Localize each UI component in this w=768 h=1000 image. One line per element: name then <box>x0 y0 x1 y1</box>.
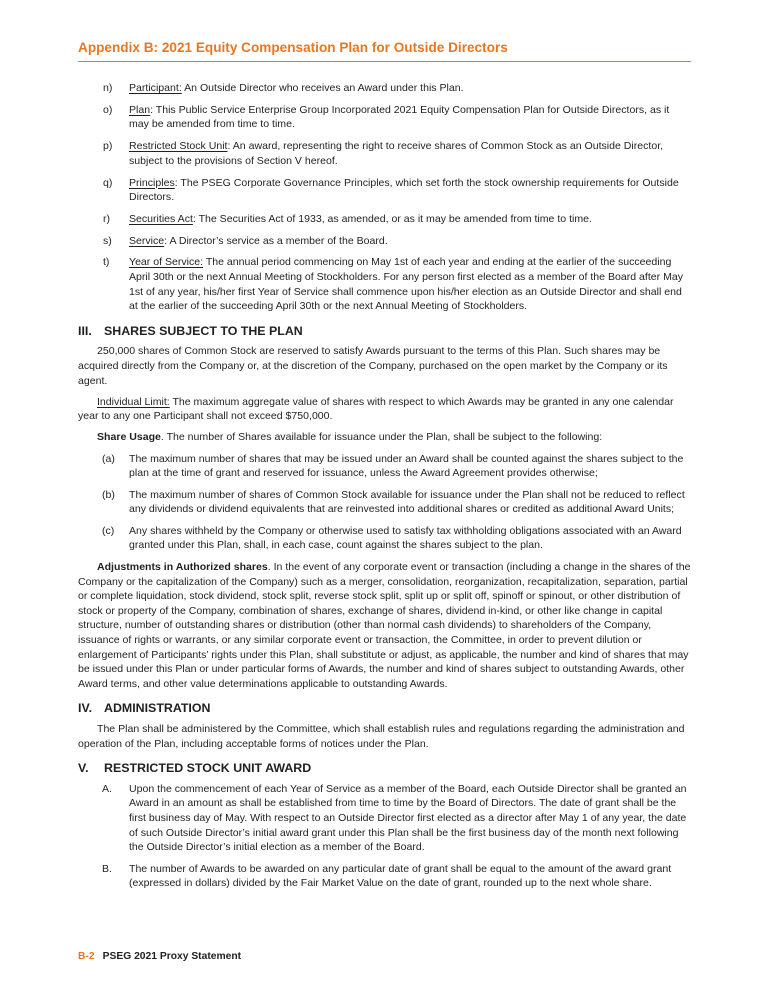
definition-term: Plan <box>129 103 151 116</box>
definition-label: r) <box>103 212 111 225</box>
share-usage-item-a <box>78 452 692 481</box>
definition-t <box>78 255 692 313</box>
share-usage-term: Share Usage <box>97 431 161 444</box>
rsu-item-a <box>78 782 692 855</box>
definition-text: An Outside Director who receives an Award under this Plan. <box>181 82 464 94</box>
definition-label: q) <box>103 176 113 189</box>
definition-text: : The Securities Act of 1933, as amended, or as it may be amended from time to time. <box>192 212 592 225</box>
item-label: (b) <box>102 488 115 501</box>
definition-term: Participant: <box>129 82 182 94</box>
definition-term: Restricted Stock Unit <box>129 140 228 153</box>
item-text: The maximum number of shares that may be issued under an Award shall be counted against the shares subject to the plan at the time of grant and reserved for issuance, unless the Award Agreement provides otherwise; <box>129 452 684 480</box>
definition-n <box>78 81 692 96</box>
individual-limit-term: Individual Limit: <box>97 395 170 408</box>
page-footer <box>78 951 241 962</box>
definition-term: Year of Service: <box>129 256 204 269</box>
header-divider <box>78 61 691 62</box>
definition-label: n) <box>103 82 113 94</box>
section-number: III. <box>78 323 92 338</box>
item-label: A. <box>102 782 112 795</box>
adjustments-text: . In the event of any corporate event or transaction (including a change in the shares of the Company or the capitalization of the Company) such as a merger, consolidation, reorganization, recapitalization, separation, partial or complete liquidation, stock dividend, stock split, reverse stock split, split up or split off, spinoff or spinout, or other distribution of stock or property of the Company, combination of shares, exchange of shares, dividend in-kind, or other like change in capital structure, number of outstanding shares or distribution (other than normal cash dividends) to shareholders of the Company, issuance of rights or warrants, or any similar corporate event or transaction, the Committee, in order to prevent dilution or enlargement of Participants’ rights under this Plan, shall substitute or adjust, as applicable, the number and kind of shares that may be issued under this Plan or under particular forms of Awards, the number and kind of shares subject to outstanding Awards, other Award terms, and other value determinations applicable to outstanding Awards. <box>78 561 691 690</box>
section-title: SHARES SUBJECT TO THE PLAN <box>104 323 303 338</box>
definition-p <box>78 139 692 168</box>
definition-text: The annual period commencing on May 1st of each year and ending at the earlier of the succeeding April 30th or the next Annual Meeting of Stockholders. For any person first elected as a member of the Board after May 1st of any year, his/her first Year of Service shall commence upon his/her election as an Outside Director and shall end at the earlier of the succeeding April 30th or the next Annual Meeting of Stockholders. <box>129 256 683 313</box>
definition-text: : An award, representing the right to receive shares of Common Stock as an Outside Director, subject to the provisions of Section V hereof. <box>129 140 664 167</box>
adjustments-paragraph <box>78 560 692 691</box>
definition-label: p) <box>103 140 113 153</box>
section-number: IV. <box>78 701 93 716</box>
share-usage-item-c <box>78 524 692 553</box>
page-header-title: Appendix B: 2021 Equity Compensation Plan for Outside Directors <box>78 40 508 55</box>
section-title: ADMINISTRATION <box>104 701 211 716</box>
definition-label: t) <box>103 256 110 269</box>
definition-text: : A Director’s service as a member of the Board. <box>164 234 388 247</box>
definition-r <box>78 212 692 227</box>
administration-paragraph: The Plan shall be administered by the Committee, which shall establish rules and regulations regarding the administration and operation of the Plan, including acceptable forms of notices under the Plan. <box>78 723 685 750</box>
definition-q <box>78 176 692 205</box>
footer-title: PSEG 2021 Proxy Statement <box>102 951 242 962</box>
definition-o <box>78 103 692 132</box>
definition-s <box>78 234 692 249</box>
individual-limit-paragraph <box>78 395 692 424</box>
document-body <box>78 81 692 898</box>
section-number: V. <box>78 761 89 776</box>
definition-term: Principles <box>129 176 175 189</box>
section-heading-rsu-award <box>78 761 692 776</box>
definition-label: s) <box>103 234 112 247</box>
definition-label: o) <box>103 103 113 116</box>
definition-term: Securities Act <box>129 212 193 225</box>
item-text: The number of Awards to be awarded on any particular date of grant shall be equal to the amount of the award grant (expressed in dollars) divided by the Fair Market Value on the date of grant, rounded up to the next whole share. <box>129 862 672 890</box>
item-label: (a) <box>102 452 115 465</box>
adjustments-term: Adjustments in Authorized shares <box>97 561 268 574</box>
page-number: B-2 <box>78 951 95 962</box>
section-heading-administration <box>78 701 692 716</box>
item-text: Upon the commencement of each Year of Service as a member of the Board, each Outside Director shall be granted an Award in an amount as shall be established from time to time by the Board of Directors. The date of grant shall be the first business day of May. With respect to an Outside Director first elected as a director after May 1 of any year, the date of such Outside Director’s initial award grant under this Plan shall be the first business day of the month next following the Outside Director’s initial election as a member of the Board. <box>129 782 687 854</box>
item-label: (c) <box>102 524 115 537</box>
share-usage-text: . The number of Shares available for issuance under the Plan, shall be subject to the following: <box>160 431 603 444</box>
item-label: B. <box>102 862 112 875</box>
section-title: RESTRICTED STOCK UNIT AWARD <box>104 761 312 776</box>
definition-term: Service <box>129 234 165 247</box>
individual-limit-text: The maximum aggregate value of shares with respect to which Awards may be granted in any one calendar year to any one Participant shall not exceed $750,000. <box>78 395 674 423</box>
item-text: Any shares withheld by the Company or otherwise used to satisfy tax withholding obligations associated with an Award granted under this Plan, shall, in each case, count against the shares subject to the plan. <box>129 524 682 552</box>
share-usage-item-b <box>78 488 692 517</box>
share-usage-paragraph <box>78 430 692 445</box>
definition-text: : The PSEG Corporate Governance Principles, which set forth the stock ownership requirements for Outside Directors. <box>129 176 679 204</box>
rsu-item-b <box>78 862 692 891</box>
section-heading-shares <box>78 324 692 339</box>
item-text: The maximum number of shares of Common Stock available for issuance under the Plan shall not be reduced to reflect any dividends or dividend equivalents that are reinvested into additional shares or credited as additional Award Units; <box>129 488 685 516</box>
shares-reserved-paragraph: 250,000 shares of Common Stock are reserved to satisfy Awards pursuant to the terms of this Plan. Such shares may be acquired directly from the Company or, at the discretion of the Company, purchased on the open market by the Company or its agent. <box>78 345 668 387</box>
definition-text: : This Public Service Enterprise Group Incorporated 2021 Equity Compensation Plan for Outside Directors, as it may be amended from time to time. <box>129 103 670 131</box>
